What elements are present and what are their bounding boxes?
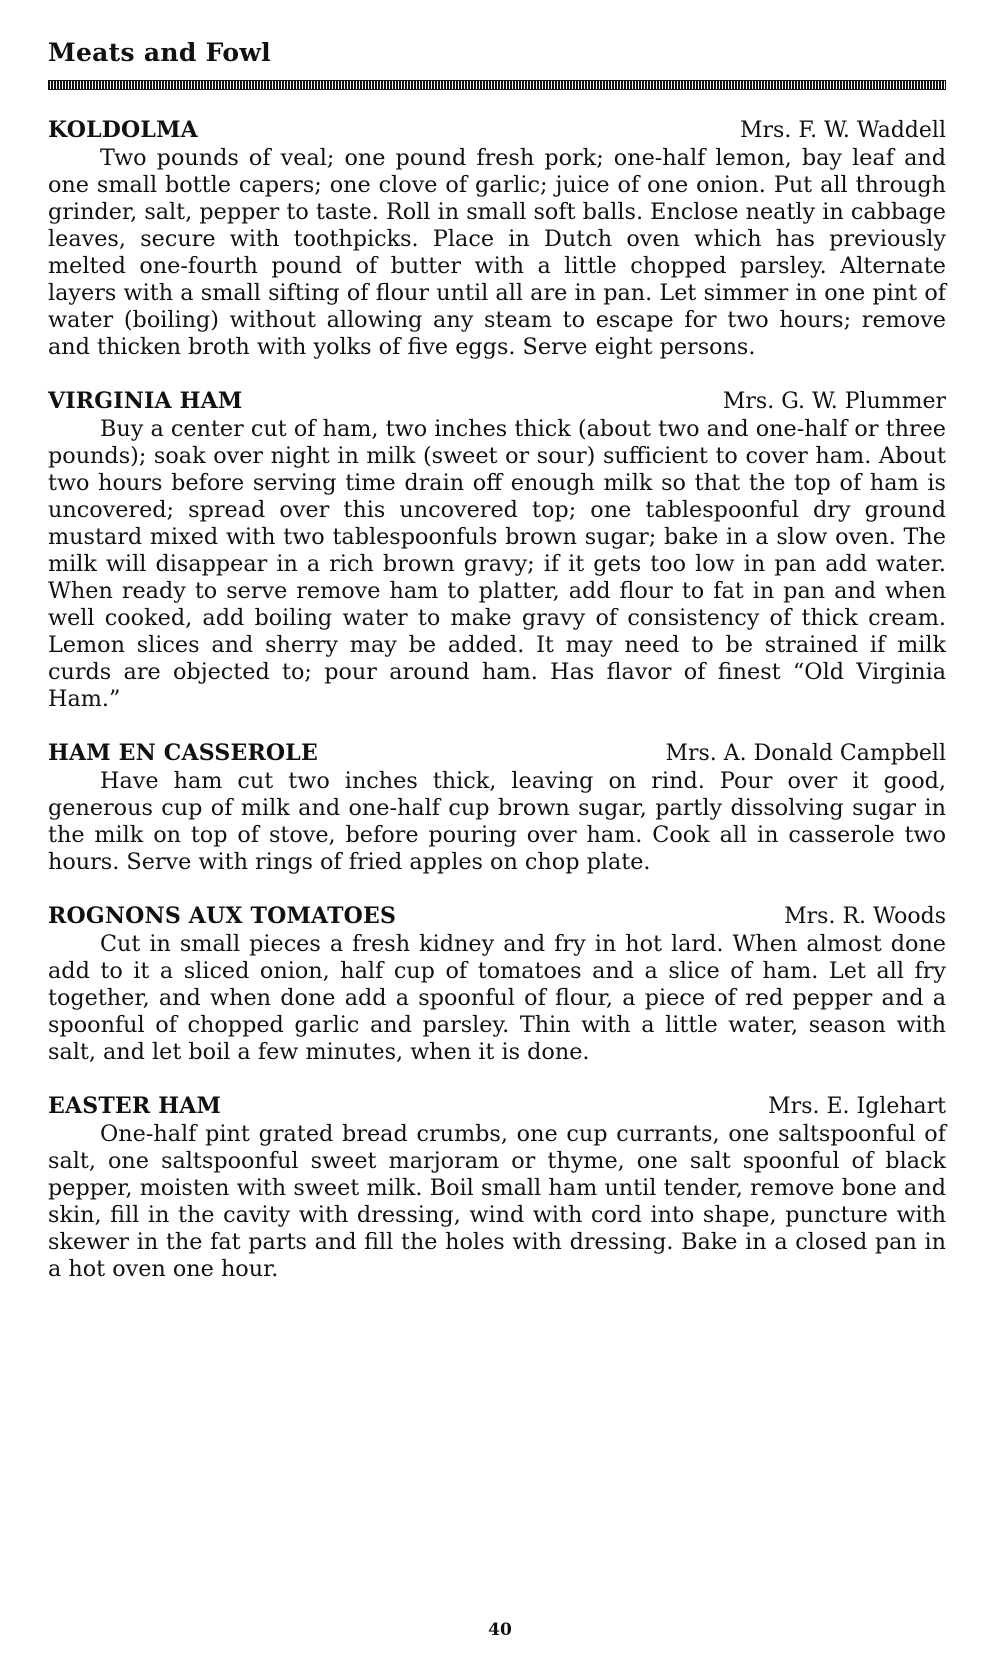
recipe-easter-ham: [48, 1092, 946, 1283]
recipe-virginia-ham: [48, 387, 946, 713]
recipe-body: One-half pint grated bread crumbs, one cup currants, one saltspoonful of salt, one saltspoonful sweet marjoram or thyme, one salt spoonful of black pepper, moisten with sweet milk. Boil small ham until tender, remove bone and skin, fill in the cavity with dressing, wind with cord into shape, puncture with skewer in the fat parts and fill the holes with dressing. Bake in a closed pan in a hot oven one hour.: [48, 1121, 946, 1282]
recipe-author: Mrs. F. W. Waddell: [740, 118, 946, 143]
recipe-author: Mrs. E. Iglehart: [768, 1094, 946, 1119]
recipe-rognons-aux-tomatoes: [48, 902, 946, 1066]
section-title: Meats and Fowl: [48, 38, 271, 67]
recipe-author: Mrs. R. Woods: [784, 904, 946, 929]
recipe-title: ROGNONS AUX TOMATOES: [48, 903, 397, 929]
decorative-rule: [48, 80, 946, 90]
recipe-title: HAM EN CASSEROLE: [48, 740, 318, 766]
recipe-author: Mrs. G. W. Plummer: [722, 389, 946, 414]
recipe-title: KOLDOLMA: [48, 117, 198, 143]
recipe-body: Cut in small pieces a fresh kidney and fry in hot lard. When almost done add to it a sliced onion, half cup of tomatoes and a slice of ham. Let all fry together, and when done add a spoonful of flour, a piece of red pepper and a spoonful of chopped garlic and parsley. Thin with a little water, season with salt, and let boil a few minutes, when it is done.: [48, 931, 946, 1065]
recipe-author: Mrs. A. Donald Campbell: [665, 741, 946, 766]
recipe-header: [48, 902, 946, 931]
recipe-ham-en-casserole: [48, 739, 946, 876]
recipe-koldolma: [48, 116, 946, 361]
recipe-title: EASTER HAM: [48, 1093, 222, 1119]
recipe-body: Two pounds of veal; one pound fresh pork; one-half lemon, bay leaf and one small bottle capers; one clove of garlic; juice of one onion. Put all through grinder, salt, pepper to taste. Roll in small soft balls. Enclose neatly in cabbage leaves, secure with toothpicks. Place in Dutch oven which has previously melted one-fourth pound of butter with a little chopped parsley. Alternate layers with a small sifting of flour until all are in pan. Let simmer in one pint of water (boiling) without allowing any steam to escape for two hours; remove and thicken broth with yolks of five eggs. Serve eight persons.: [48, 145, 946, 360]
recipe-header: [48, 116, 946, 145]
recipe-body: Buy a center cut of ham, two inches thick (about two and one-half or three pounds); soak over night in milk (sweet or sour) sufficient to cover ham. About two hours before serving time drain off enough milk so that the top of ham is uncovered; spread over this uncovered top; one tablespoonful dry ground mustard mixed with two tablespoonfuls brown sugar; bake in a slow oven. The milk will disappear in a rich brown gravy; if it gets too low in pan add water. When ready to serve remove ham to platter, add flour to fat in pan and when well cooked, add boiling water to make gravy of consistency of thick cream. Lemon slices and sherry may be added. It may need to be strained if milk curds are objected to; pour around ham. Has flavor of finest “Old Virginia Ham.”: [48, 416, 946, 712]
recipe-body: Have ham cut two inches thick, leaving on rind. Pour over it good, generous cup of milk and one-half cup brown sugar, partly dissolving sugar in the milk on top of stove, before pouring over ham. Cook all in casserole two hours. Serve with rings of fried apples on chop plate.: [48, 768, 946, 875]
recipe-title: VIRGINIA HAM: [48, 388, 243, 414]
cookbook-page: [48, 36, 946, 1283]
page-number: 40: [488, 1620, 512, 1640]
recipe-header: [48, 739, 946, 768]
recipe-header: [48, 1092, 946, 1121]
recipe-header: [48, 387, 946, 416]
